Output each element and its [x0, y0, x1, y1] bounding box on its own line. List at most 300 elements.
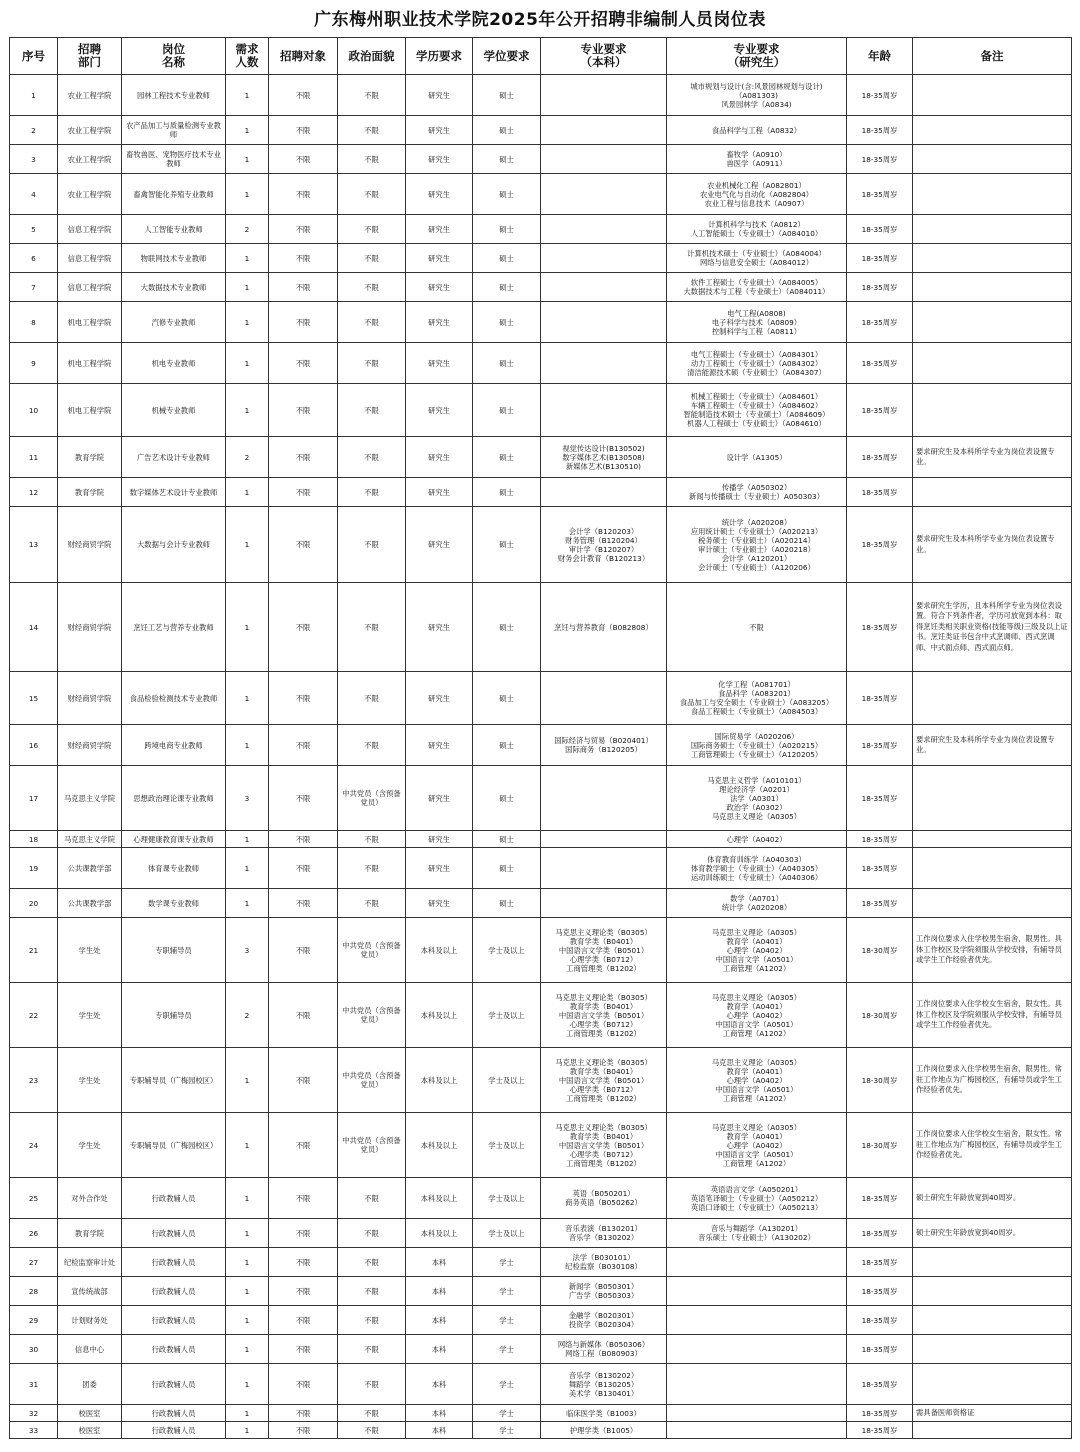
- cell-notes: [913, 583, 1072, 672]
- header-text: 需求: [235, 42, 259, 56]
- cell-target-text: 不限: [295, 1228, 311, 1238]
- major-line: 工商管理（A1202）: [722, 1093, 791, 1103]
- table-row: [10, 174, 1072, 215]
- major-line: 教育学类（B0401）: [569, 1066, 638, 1076]
- cell-degree: [473, 437, 541, 478]
- cell-department-text: 马克思主义学院: [63, 793, 116, 803]
- major-line: 软件工程硕士（专业硕士）（A084005）: [690, 278, 823, 287]
- cell-major-undergrad: [541, 1048, 667, 1113]
- cell-major-grad: [667, 1113, 847, 1178]
- cell-target-text: 不限: [295, 487, 311, 497]
- major-line: 财务管理（B120204）: [565, 535, 642, 545]
- cell-degree: [473, 983, 541, 1048]
- cell-position: [122, 174, 226, 215]
- cell-department: [58, 116, 122, 145]
- major-line: 马克思主义理论（A0305）: [711, 1122, 802, 1132]
- major-line: 英语语言文学（A050201）: [710, 1184, 803, 1194]
- cell-position: [122, 583, 226, 672]
- cell-index: [10, 983, 58, 1048]
- major-line: 马克思主义理论（A0305）: [711, 927, 802, 937]
- major-line: 法学（B030101）: [572, 1253, 635, 1262]
- cell-position: [122, 215, 226, 244]
- cell-education-text: 本科及以上: [420, 1010, 458, 1020]
- cell-notes: [913, 215, 1072, 244]
- cell-index: [10, 1048, 58, 1113]
- cell-department-text: 农业工程学院: [67, 90, 112, 100]
- cell-target-text: 不限: [295, 945, 311, 955]
- cell-major-undergrad: [541, 145, 667, 174]
- cell-politics: [338, 1248, 406, 1277]
- cell-count: [226, 507, 269, 583]
- header-target: [269, 38, 338, 75]
- header-notes: [913, 38, 1072, 75]
- cell-department: [58, 1364, 122, 1405]
- cell-degree: [473, 1364, 541, 1405]
- cell-degree-text: 硕士: [499, 540, 514, 549]
- cell-education: [406, 1364, 473, 1405]
- cell-degree: [473, 672, 541, 725]
- cell-notes-text: 需具备医师资格证: [916, 1407, 975, 1417]
- cell-major-grad: [667, 848, 847, 889]
- major-line: 化学工程（A081701）: [718, 680, 795, 689]
- cell-position: [122, 1248, 226, 1277]
- cell-department: [58, 507, 122, 583]
- cell-degree-text: 硕士: [499, 90, 514, 100]
- major-line: 计算机技术硕士（专业硕士）（A084004）: [687, 249, 826, 258]
- cell-major-undergrad: [541, 437, 667, 478]
- major-line: 中国语言文学类（B0501）: [558, 945, 649, 955]
- cell-position: [122, 1219, 226, 1248]
- cell-position-text: 机电专业教师: [151, 358, 196, 368]
- cell-degree-text: 硕士: [499, 405, 514, 415]
- cell-department-text: 校医室: [78, 1425, 101, 1435]
- cell-education: [406, 583, 473, 672]
- cell-target: [269, 1113, 338, 1178]
- cell-department: [58, 831, 122, 848]
- cell-education-text: 研究生: [428, 898, 450, 908]
- table-row: [10, 116, 1072, 145]
- cell-index-text: 9: [31, 358, 36, 368]
- cell-position-text: 心理健康教育课专业教师: [133, 834, 214, 844]
- cell-count-text: 1: [244, 1379, 250, 1389]
- major-line: 数学（A0701）: [730, 894, 783, 903]
- major-line: 商务英语（B050262）: [565, 1198, 642, 1207]
- cell-politics-text: 不限: [364, 1257, 379, 1267]
- cell-position-text: 专职辅导员: [155, 945, 192, 955]
- cell-department: [58, 343, 122, 384]
- cell-degree-text: 学士及以上: [488, 1010, 525, 1020]
- cell-education-text: 研究生: [428, 834, 450, 844]
- cell-age-text: 18-35周岁: [861, 1408, 898, 1418]
- cell-politics: [338, 244, 406, 273]
- cell-notes: [913, 384, 1072, 437]
- cell-target: [269, 766, 338, 831]
- cell-age: [847, 1335, 913, 1364]
- cell-education-text: 研究生: [428, 253, 450, 263]
- table-row: [10, 384, 1072, 437]
- cell-major-undergrad: [541, 478, 667, 507]
- cell-notes: [913, 507, 1072, 583]
- cell-index-text: 14: [28, 622, 39, 632]
- major-line: 马克思主义理论类（B0305）: [555, 1122, 652, 1132]
- cell-education-text: 本科: [431, 1379, 447, 1389]
- major-line: 政治学（A0302）: [726, 802, 787, 812]
- cell-age-text: 18-35周岁: [861, 125, 898, 135]
- cell-major-grad: [667, 1405, 847, 1422]
- table-row: [10, 1219, 1072, 1248]
- cell-major-undergrad: [541, 244, 667, 273]
- major-line: 音乐与舞蹈学（A130201）: [710, 1224, 803, 1233]
- major-line: 网络与信息安全硕士（A084012）: [699, 258, 814, 267]
- major-line: 工商管理类（B1202）: [566, 1028, 641, 1038]
- cell-notes: [913, 145, 1072, 174]
- major-line: 体育教学硕士（专业硕士）（A040305）: [690, 863, 823, 873]
- cell-count-text: 1: [244, 740, 250, 750]
- cell-position-text: 广告艺术设计专业教师: [137, 452, 210, 462]
- cell-target: [269, 672, 338, 725]
- cell-position: [122, 831, 226, 848]
- table-row: [10, 848, 1072, 889]
- cell-position-text: 物联网技术专业教师: [140, 253, 207, 263]
- major-line: 数字媒体艺术(B130508): [562, 452, 645, 462]
- cell-education: [406, 215, 473, 244]
- table-body: [10, 75, 1072, 1439]
- cell-major-undergrad: [541, 215, 667, 244]
- cell-target-text: 不限: [295, 1193, 311, 1203]
- cell-age: [847, 583, 913, 672]
- cell-department-text: 农业工程学院: [67, 189, 112, 199]
- cell-major-grad: [667, 1422, 847, 1439]
- cell-politics-text: 不限: [364, 834, 379, 844]
- cell-count-text: 1: [244, 125, 250, 135]
- cell-target: [269, 1178, 338, 1219]
- cell-major-undergrad: [541, 1219, 667, 1248]
- cell-index: [10, 848, 58, 889]
- cell-politics: [338, 302, 406, 343]
- cell-notes: [913, 672, 1072, 725]
- cell-count: [226, 1219, 269, 1248]
- cell-position-text: 畜禽智能化养殖专业教师: [133, 189, 214, 199]
- cell-degree-text: 硕士: [499, 898, 514, 908]
- major-line: 新媒体艺术(B130510): [565, 461, 642, 471]
- cell-politics-text: 不限: [364, 358, 379, 368]
- cell-age-text: 18-35周岁: [861, 358, 898, 368]
- cell-position-text: 食品检验检测技术专业教师: [129, 693, 218, 703]
- cell-index-text: 16: [28, 740, 39, 750]
- cell-target: [269, 1335, 338, 1364]
- cell-degree-text: 学士: [499, 1315, 514, 1325]
- cell-count: [226, 983, 269, 1048]
- table-row: [10, 1178, 1072, 1219]
- header-text: 学位要求: [483, 48, 530, 63]
- cell-age-text: 18-35周岁: [861, 1193, 898, 1203]
- cell-count-text: 1: [244, 358, 250, 368]
- cell-politics-text: 中共党员（含预备党员）: [342, 1006, 401, 1024]
- cell-age: [847, 1113, 913, 1178]
- cell-notes: [913, 1364, 1072, 1405]
- cell-target: [269, 1405, 338, 1422]
- cell-education-text: 研究生: [428, 693, 450, 703]
- cell-major-grad: [667, 1248, 847, 1277]
- cell-education: [406, 302, 473, 343]
- cell-degree: [473, 478, 541, 507]
- cell-target: [269, 1219, 338, 1248]
- cell-target-text: 不限: [295, 740, 311, 750]
- cell-notes: [913, 848, 1072, 889]
- cell-index: [10, 1364, 58, 1405]
- cell-count-text: 1: [244, 1344, 250, 1354]
- cell-target-text: 不限: [295, 90, 311, 100]
- cell-count-text: 3: [244, 793, 250, 803]
- cell-education: [406, 725, 473, 766]
- cell-department-text: 马克思主义学院: [63, 834, 116, 844]
- cell-count: [226, 848, 269, 889]
- cell-target: [269, 302, 338, 343]
- header-text: 专业要求: [733, 42, 780, 56]
- cell-count-text: 1: [244, 622, 250, 632]
- cell-index-text: 25: [28, 1193, 39, 1203]
- cell-age: [847, 1364, 913, 1405]
- cell-count-text: 2: [244, 224, 250, 234]
- cell-target: [269, 145, 338, 174]
- cell-count-text: 1: [244, 540, 250, 549]
- cell-department: [58, 302, 122, 343]
- cell-index-text: 5: [31, 224, 36, 234]
- cell-politics: [338, 983, 406, 1048]
- cell-education: [406, 983, 473, 1048]
- cell-target: [269, 116, 338, 145]
- cell-notes-text: 要求研究生及本科所学专业为岗位表设置专业。: [916, 734, 1055, 754]
- cell-notes: [913, 725, 1072, 766]
- major-line: 临床医学类（B1003）: [566, 1408, 641, 1418]
- cell-degree-text: 硕士: [499, 358, 514, 368]
- major-line: 教育学类（B0401）: [569, 936, 638, 946]
- cell-age-text: 18-30周岁: [861, 1010, 898, 1020]
- cell-department-text: 财经商贸学院: [67, 622, 112, 632]
- major-line: 教育学（A0401）: [726, 1066, 787, 1076]
- cell-age: [847, 174, 913, 215]
- cell-department: [58, 1048, 122, 1113]
- cell-education: [406, 478, 473, 507]
- cell-age: [847, 145, 913, 174]
- cell-index: [10, 1277, 58, 1306]
- cell-department: [58, 1248, 122, 1277]
- major-line: 清洁能源技术硕（专业硕士）（A084307）: [687, 367, 826, 377]
- cell-count: [226, 672, 269, 725]
- cell-education-text: 研究生: [428, 622, 450, 632]
- cell-education-text: 研究生: [428, 452, 450, 462]
- cell-department-text: 农业工程学院: [67, 154, 112, 164]
- cell-target: [269, 1248, 338, 1277]
- cell-notes: [913, 174, 1072, 215]
- cell-department-text: 教育学院: [74, 487, 105, 497]
- cell-count-text: 1: [244, 863, 250, 873]
- cell-index-text: 27: [28, 1257, 39, 1267]
- cell-department-text: 公共课教学部: [67, 863, 112, 873]
- cell-education-text: 研究生: [428, 793, 450, 803]
- cell-major-undergrad: [541, 1422, 667, 1439]
- major-line: 马克思主义理论类（B0305）: [555, 1057, 652, 1067]
- cell-degree: [473, 215, 541, 244]
- cell-education-text: 本科: [431, 1257, 447, 1267]
- table-row: [10, 725, 1072, 766]
- major-line: 畜牧学（A0910）: [726, 150, 787, 159]
- cell-age: [847, 75, 913, 116]
- cell-count-text: 1: [244, 487, 250, 497]
- cell-department: [58, 766, 122, 831]
- major-line: 统计学（A020208）: [721, 903, 792, 912]
- cell-notes: [913, 918, 1072, 983]
- cell-politics: [338, 215, 406, 244]
- cell-education: [406, 848, 473, 889]
- cell-count: [226, 1178, 269, 1219]
- cell-age-text: 18-35周岁: [861, 740, 898, 750]
- cell-degree: [473, 244, 541, 273]
- cell-index-text: 22: [28, 1010, 39, 1020]
- cell-degree-text: 硕士: [499, 189, 514, 199]
- cell-position: [122, 302, 226, 343]
- cell-politics-text: 中共党员（含预备党员）: [342, 789, 401, 807]
- cell-department: [58, 848, 122, 889]
- major-line: 食品科学与工程（A0832）: [711, 125, 802, 135]
- cell-degree: [473, 507, 541, 583]
- cell-notes: [913, 1422, 1072, 1439]
- major-line: 中国语言文学（A0501）: [715, 954, 798, 964]
- cell-age-text: 18-35周岁: [861, 189, 898, 199]
- cell-degree-text: 学士及以上: [488, 1193, 525, 1203]
- cell-index: [10, 889, 58, 918]
- cell-index-text: 30: [28, 1344, 39, 1354]
- cell-position: [122, 343, 226, 384]
- cell-degree-text: 硕士: [499, 622, 514, 632]
- cell-education-text: 本科及以上: [420, 1075, 458, 1085]
- cell-department: [58, 889, 122, 918]
- cell-major-grad: [667, 1048, 847, 1113]
- cell-target-text: 不限: [295, 1408, 311, 1418]
- cell-department: [58, 1306, 122, 1335]
- major-line: 马克思主义理论类（B0305）: [555, 927, 652, 937]
- cell-major-undergrad: [541, 1113, 667, 1178]
- cell-department-text: 机电工程学院: [67, 317, 112, 327]
- cell-count: [226, 1335, 269, 1364]
- major-line: 金融学（B020301）: [568, 1311, 639, 1320]
- cell-position-text: 行政教辅人员: [151, 1257, 196, 1267]
- cell-education: [406, 244, 473, 273]
- cell-education: [406, 437, 473, 478]
- cell-notes: [913, 983, 1072, 1048]
- cell-education: [406, 918, 473, 983]
- major-line: 心理学（A0402）: [726, 1075, 787, 1085]
- cell-education: [406, 1422, 473, 1439]
- cell-count: [226, 918, 269, 983]
- major-line: 网络工程（B080903）: [565, 1349, 642, 1358]
- cell-count: [226, 583, 269, 672]
- cell-position: [122, 1113, 226, 1178]
- cell-education: [406, 1113, 473, 1178]
- cell-major-undergrad: [541, 343, 667, 384]
- header-degree: [473, 38, 541, 75]
- cell-target: [269, 889, 338, 918]
- cell-count-text: 1: [244, 834, 250, 844]
- cell-age: [847, 889, 913, 918]
- cell-position-text: 机械专业教师: [151, 405, 196, 415]
- cell-major-grad: [667, 1335, 847, 1364]
- table-row: [10, 1248, 1072, 1277]
- cell-age: [847, 507, 913, 583]
- cell-department: [58, 174, 122, 215]
- cell-target-text: 不限: [295, 898, 311, 908]
- cell-department-text: 教育学院: [74, 452, 105, 462]
- cell-department: [58, 244, 122, 273]
- cell-age-text: 18-35周岁: [861, 793, 898, 803]
- cell-notes-text: 工作岗位要求入住学校男生宿舍，限男性。常驻工作地点为广梅园校区，有辅导员或学生工作经验者优先。: [916, 1064, 1062, 1095]
- cell-politics-text: 中共党员（含预备党员）: [342, 1136, 401, 1154]
- cell-index: [10, 437, 58, 478]
- cell-department-text: 学生处: [78, 1075, 101, 1085]
- cell-education: [406, 1335, 473, 1364]
- major-line: 国际商务（B120205）: [565, 745, 642, 754]
- major-line: 工商管理类（B1202）: [566, 1158, 641, 1168]
- cell-department: [58, 273, 122, 302]
- cell-count: [226, 145, 269, 174]
- cell-age: [847, 1405, 913, 1422]
- cell-department-text: 信息工程学院: [67, 282, 112, 292]
- cell-education: [406, 75, 473, 116]
- cell-age-text: 18-35周岁: [861, 1257, 898, 1267]
- cell-politics-text: 不限: [364, 898, 379, 908]
- cell-major-grad: [667, 889, 847, 918]
- major-line: 动力工程硕士（专业硕士）（A084302）: [690, 358, 823, 368]
- cell-degree-text: 硕士: [499, 693, 514, 703]
- cell-target: [269, 174, 338, 215]
- cell-age: [847, 766, 913, 831]
- cell-degree: [473, 1048, 541, 1113]
- cell-position-text: 行政教辅人员: [151, 1193, 196, 1203]
- cell-age: [847, 478, 913, 507]
- cell-department-text: 农业工程学院: [67, 125, 112, 135]
- cell-position: [122, 1422, 226, 1439]
- cell-degree: [473, 273, 541, 302]
- cell-count: [226, 273, 269, 302]
- table-row: [10, 1364, 1072, 1405]
- cell-education-text: 本科及以上: [420, 1140, 458, 1150]
- cell-degree: [473, 1178, 541, 1219]
- cell-position-text: 畜牧兽医、宠物医疗技术专业教师: [126, 150, 221, 168]
- cell-degree: [473, 766, 541, 831]
- header-text: 专业要求: [580, 42, 627, 56]
- cell-position: [122, 1335, 226, 1364]
- cell-politics-text: 不限: [364, 1379, 379, 1389]
- cell-position-text: 烹饪工艺与营养专业教师: [133, 622, 214, 632]
- cell-politics-text: 不限: [364, 1228, 379, 1238]
- cell-notes: [913, 1306, 1072, 1335]
- cell-major-grad: [667, 302, 847, 343]
- cell-target-text: 不限: [295, 405, 311, 415]
- cell-department: [58, 1178, 122, 1219]
- major-line: 工商管理（A1202）: [722, 1028, 791, 1038]
- cell-index-text: 28: [28, 1286, 39, 1296]
- cell-count: [226, 889, 269, 918]
- major-line: 教育学类（B0401）: [569, 1001, 638, 1011]
- major-line: 会计学（B120203）: [568, 526, 639, 536]
- header-text: （研究生）: [727, 55, 786, 69]
- cell-major-grad: [667, 672, 847, 725]
- cell-target-text: 不限: [295, 253, 311, 263]
- major-line: 护理学类（B1005）: [569, 1425, 638, 1435]
- cell-index-text: 23: [28, 1075, 39, 1085]
- cell-index-text: 13: [28, 540, 39, 549]
- table-row: [10, 583, 1072, 672]
